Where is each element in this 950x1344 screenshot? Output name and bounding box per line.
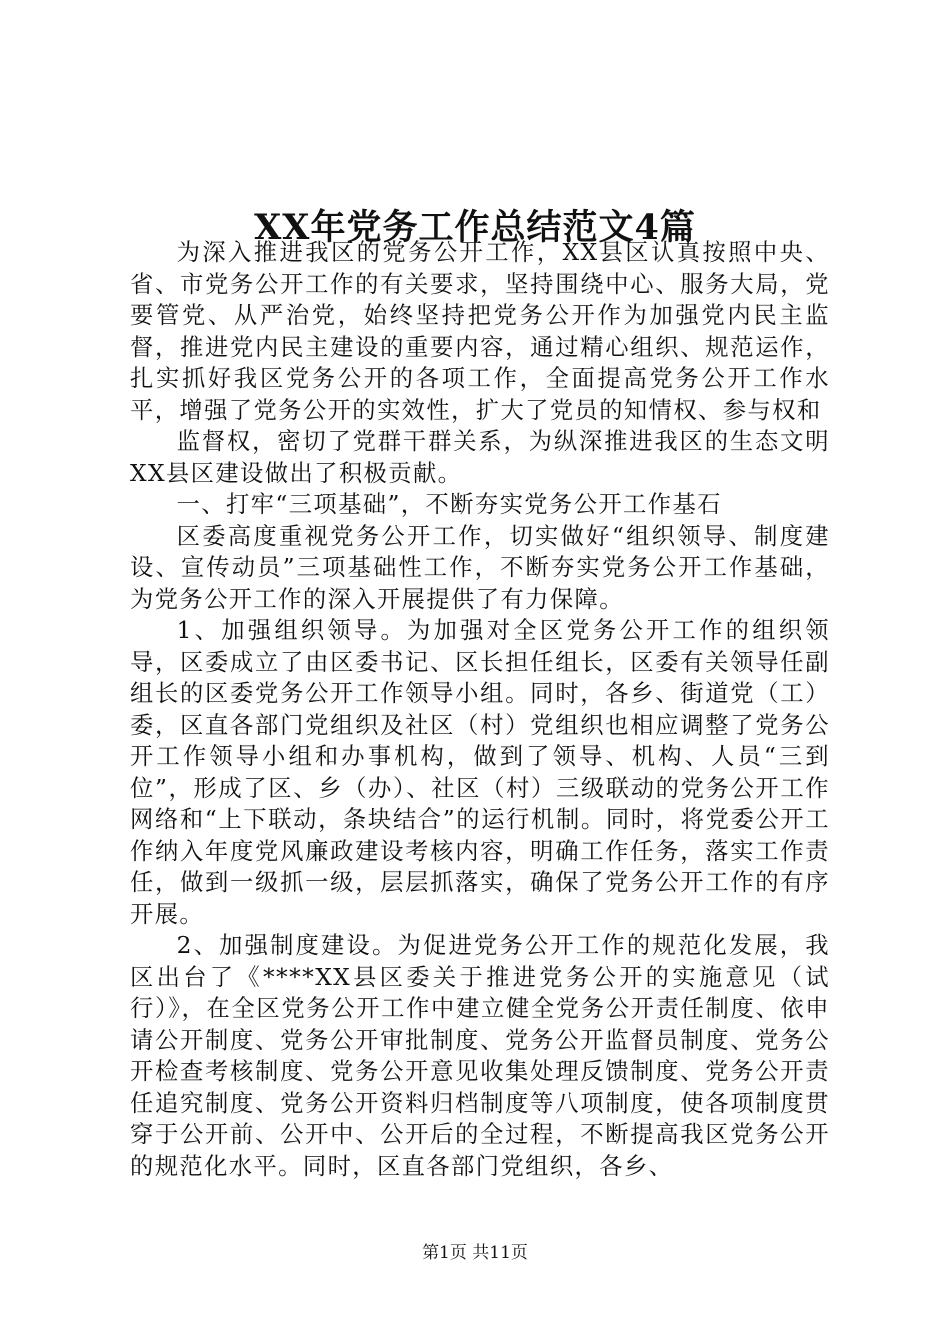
section-heading-1: 一、打牢“三项基础”，不断夯实党务公开工作基石 bbox=[176, 491, 722, 518]
paragraph-intro: 为深入推进我区的党务公开工作，XX县区认真按照中央、省、市党务公开工作的有关要求，坚持围绕中心、服务大局，党要管党、从严治党，始终坚持把党务公开作为加强党内民主监督，推进党内民主建设的重要内容，通过精心组织、规范运作，扎实抓好我区党务公开的各项工作，全面提高党务公开工作水平，增强了党务公开的实效性，扩大了党员的知情权、参与权和 bbox=[130, 239, 830, 424]
document-title: XX年党务工作总结范文4篇 bbox=[254, 207, 696, 249]
page-footer: 第1页 共11页 bbox=[422, 1243, 528, 1263]
paragraph-item-2: 2、加强制度建设。为促进党务公开工作的规范化发展，我区出台了《****XX县区委关于推进党务公开的实施意见（试行）》，在全区党务公开工作中建立健全党务公开责任制度、依申请公开制度、党务公开审批制度、党务公开监督员制度、党务公开检查考核制度、党务公开意见收集处理反馈制度、党务公开责任追究制度、党务公开资料归档制度等八项制度，使各项制度贯穿于公开前、公开中、公开后的全过程，不断提高我区党务公开的规范化水平。同时，区直各部门党组织，各乡、 bbox=[130, 932, 830, 1180]
document-body bbox=[130, 237, 830, 1182]
paragraph-intro-continued: 监督权，密切了党群干群关系，为纵深推进我区的生态文明XX县区建设做出了积极贡献。 bbox=[130, 428, 830, 487]
paragraph-item-1: 1、加强组织领导。为加强对全区党务公开工作的组织领导，区委成立了由区委书记、区长担任组长，区委有关领导任副组长的区委党务公开工作领导小组。同时，各乡、街道党（工）委，区直各部门党组织及社区（村）党组织也相应调整了党务公开工作领导小组和办事机构，做到了领导、机构、人员“三到位”，形成了区、乡（办）、社区（村）三级联动的党务公开工作网络和“上下联动，条块结合”的运行机制。同时，将党委公开工作纳入年度党风廉政建设考核内容，明确工作任务，落实工作责任，做到一级抓一级，层层抓落实，确保了党务公开工作的有序开展。 bbox=[130, 617, 830, 928]
paragraph-section-1: 区委高度重视党务公开工作，切实做好“组织领导、制度建设、宣传动员”三项基础性工作，不断夯实党务公开工作基础，为党务公开工作的深入开展提供了有力保障。 bbox=[130, 522, 830, 613]
